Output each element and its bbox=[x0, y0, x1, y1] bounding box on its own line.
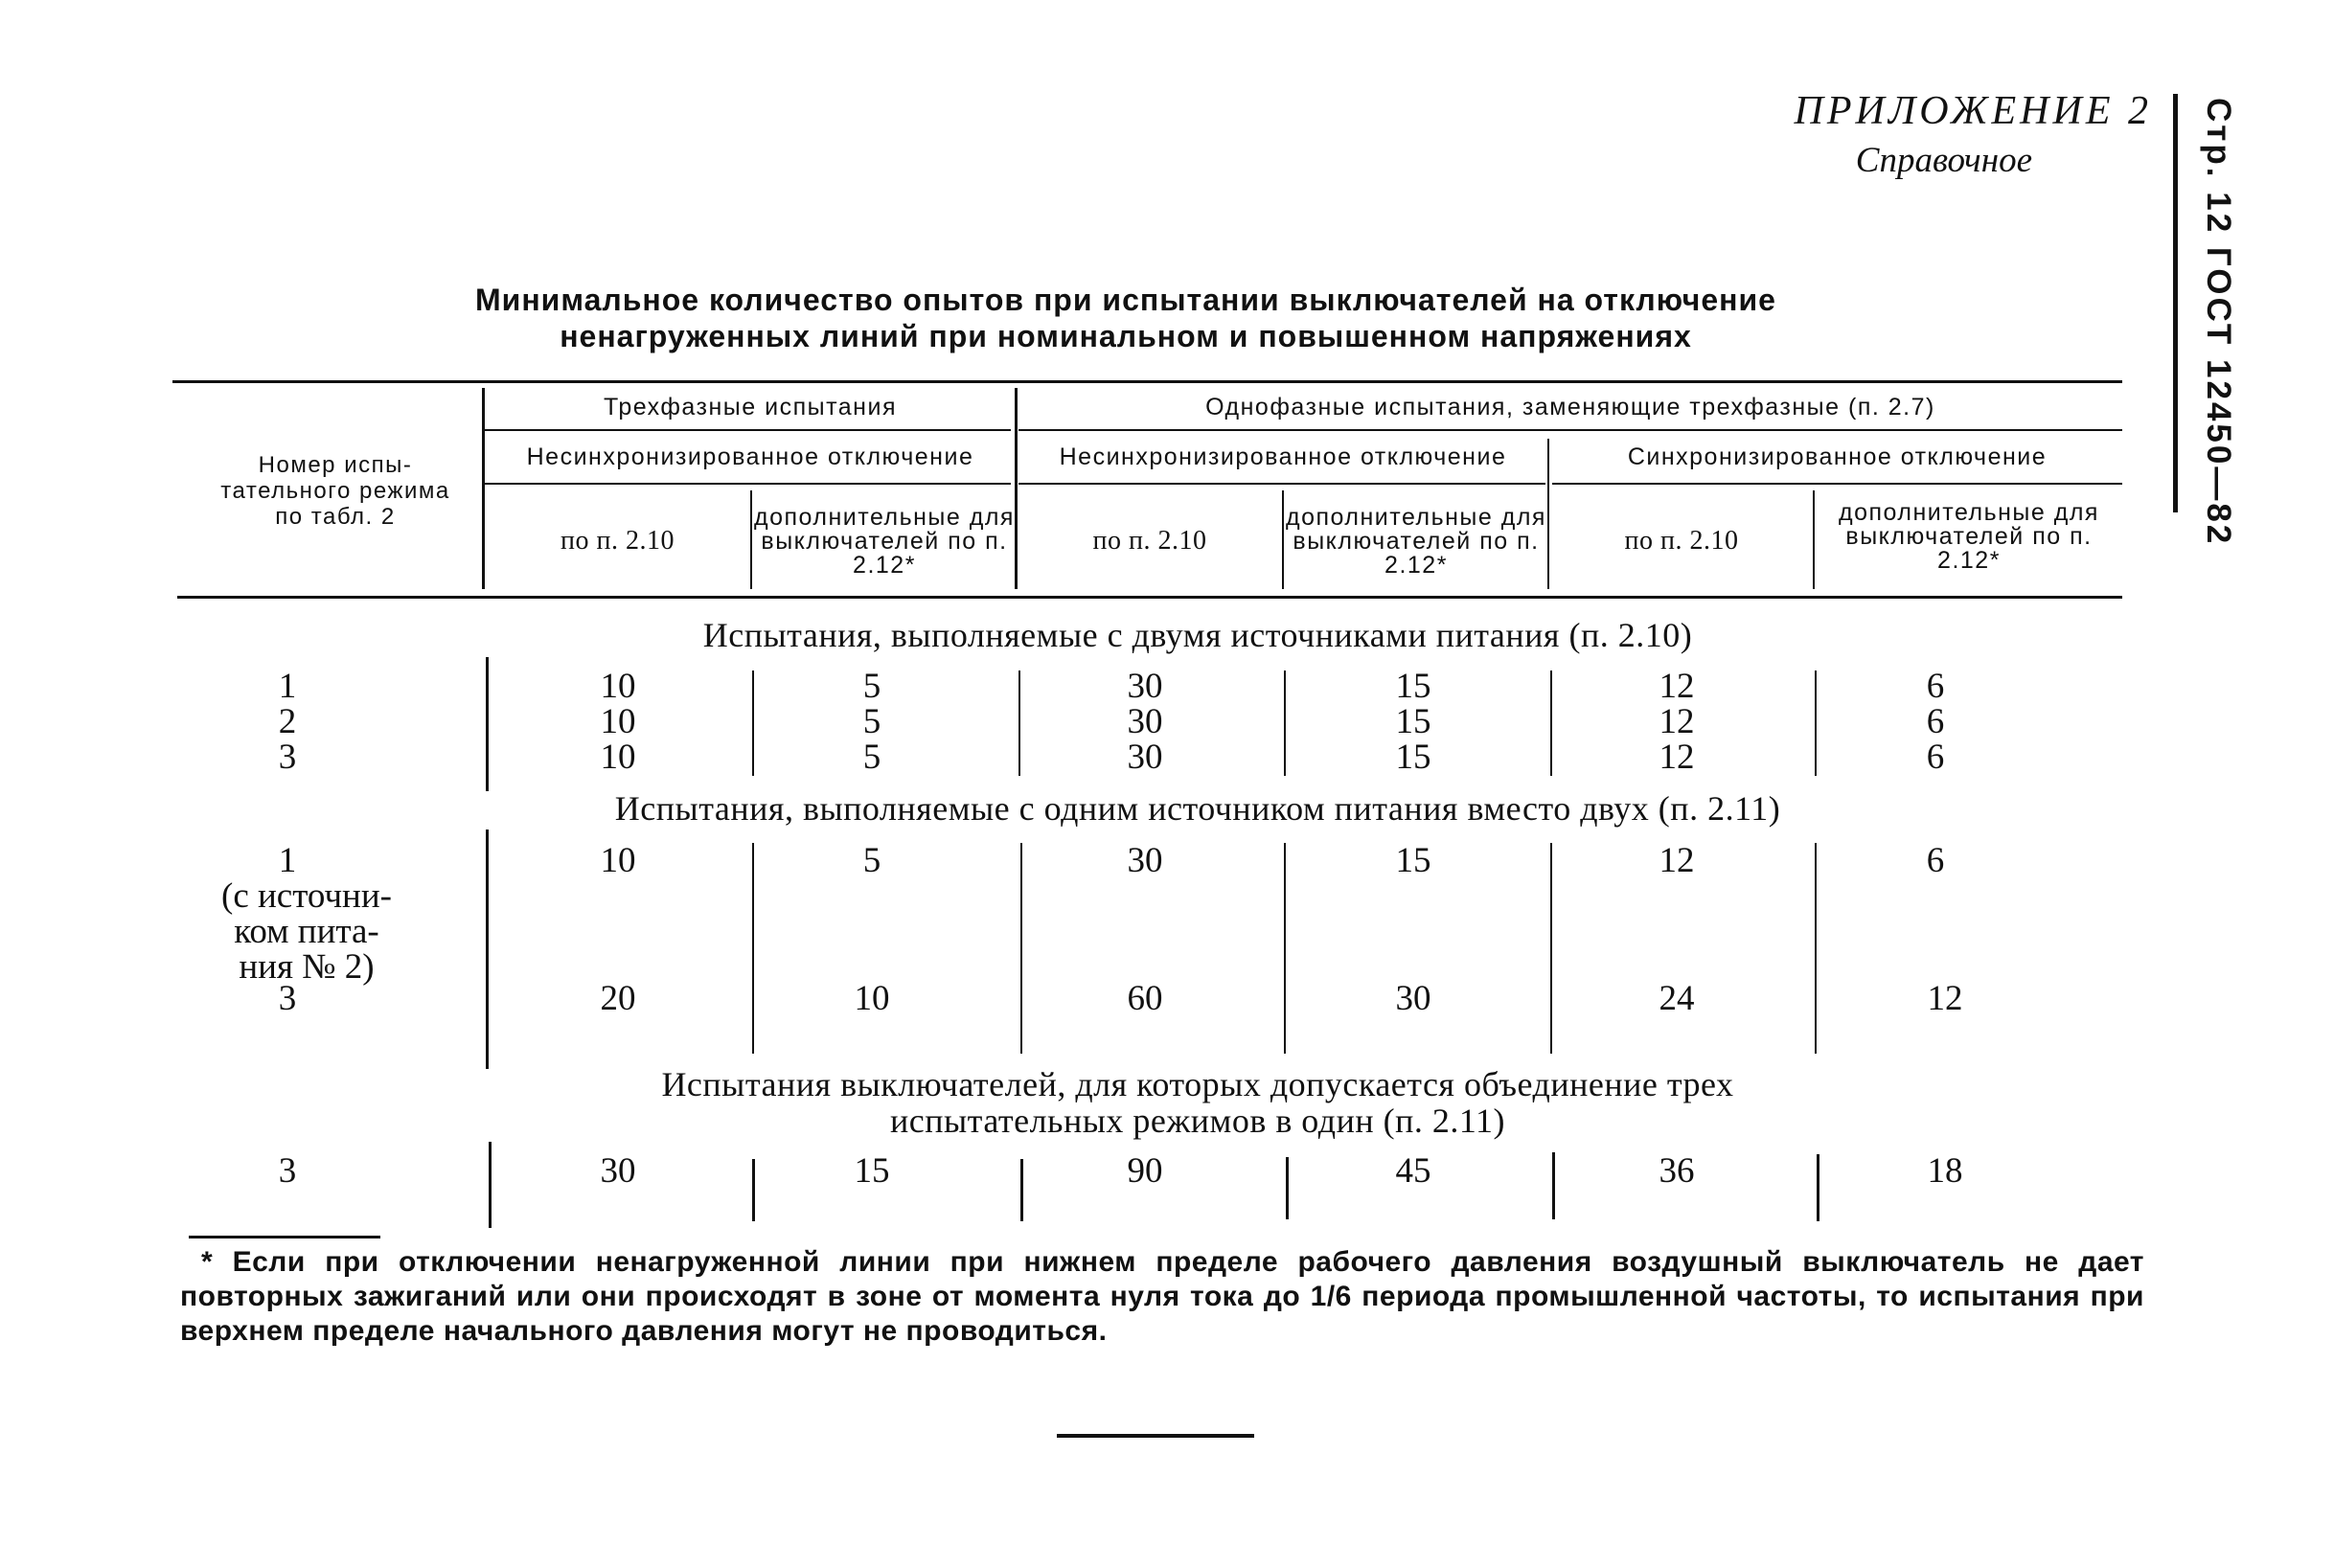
cell: 12 bbox=[1659, 667, 1695, 706]
sec3-sep-2 bbox=[1020, 1159, 1023, 1221]
sec1-sep-1 bbox=[752, 670, 754, 776]
sec2-sep-4 bbox=[1550, 843, 1552, 1054]
body-vline-sec1 bbox=[486, 657, 489, 791]
row-label: 1 bbox=[278, 841, 297, 880]
row-sublabel: (с источни- ком пита- ния № 2) bbox=[221, 876, 392, 987]
cell: 30 bbox=[1127, 841, 1163, 880]
cell: 10 bbox=[600, 702, 636, 741]
appendix-title: ПРИЛОЖЕНИЕ 2 bbox=[1794, 89, 2152, 133]
table-title-line2: ненагруженных линий при номинальном и повышенном напряжениях bbox=[560, 319, 1692, 353]
section-title-3 bbox=[537, 1066, 1859, 1139]
body-vline-sec2 bbox=[486, 829, 489, 1069]
cell: 30 bbox=[1127, 667, 1163, 706]
cell: 36 bbox=[1659, 1151, 1695, 1191]
section-title-1: Испытания, выполняемые с двумя источниками питания (п. 2.10) bbox=[702, 616, 1693, 654]
section-title-3-line2: испытательных режимов в один (п. 2.11) bbox=[889, 1102, 1506, 1140]
row-label: 3 bbox=[278, 979, 297, 1018]
cell: 6 bbox=[1926, 667, 1945, 706]
header-single-phase: Однофазные испытания, заменяющие трехфазные (п. 2.7) bbox=[1205, 394, 1935, 420]
header-rule-3ph bbox=[484, 429, 1011, 431]
header-three-phase: Трехфазные испытания bbox=[604, 394, 897, 420]
cell: 10 bbox=[854, 979, 890, 1018]
cell: 20 bbox=[600, 979, 636, 1018]
sec1-sep-2 bbox=[1018, 670, 1020, 776]
cell: 60 bbox=[1127, 979, 1163, 1018]
row-label: 3 bbox=[278, 1151, 297, 1191]
cell: 10 bbox=[600, 841, 636, 880]
header-vline-2 bbox=[1015, 388, 1018, 589]
header-per-210-c: по п. 2.10 bbox=[1624, 526, 1739, 556]
cell: 10 bbox=[600, 738, 636, 777]
sec2-sep-1 bbox=[752, 843, 754, 1054]
header-additional-c: дополнительные для выключателей по п. 2.12* bbox=[1839, 498, 2099, 574]
cell: 15 bbox=[1395, 702, 1431, 741]
header-vline-3 bbox=[750, 490, 752, 589]
footnote: * Если при отключении ненагруженной линии при нижнем пределе рабочего давления воздушный выключатель не дает повторных зажиганий или они происходят в зоне от момента нуля тока до 1/6 периода промышленной частоты, то испытания при верхнем пределе начального давления могут не проводиться. bbox=[180, 1246, 2144, 1347]
side-stamp: Стр. 12 ГОСТ 12450—82 bbox=[2200, 98, 2237, 547]
cell: 30 bbox=[1395, 979, 1431, 1018]
sec1-sep-4 bbox=[1550, 670, 1552, 776]
table-title bbox=[383, 282, 1868, 354]
header-bottom-rule bbox=[177, 596, 2122, 599]
sec3-sep-4 bbox=[1552, 1152, 1555, 1219]
header-additional-b: дополнительные для выключателей по п. 2.12* bbox=[1286, 503, 1546, 579]
cell: 5 bbox=[862, 702, 881, 741]
cell: 45 bbox=[1395, 1151, 1431, 1191]
cell: 6 bbox=[1926, 738, 1945, 777]
cell: 10 bbox=[600, 667, 636, 706]
cell: 15 bbox=[1395, 738, 1431, 777]
cell: 6 bbox=[1926, 841, 1945, 880]
header-vline-4 bbox=[1282, 490, 1284, 589]
header-additional-a: дополнительные для выключателей по п. 2.12* bbox=[754, 503, 1015, 579]
sec1-sep-5 bbox=[1815, 670, 1817, 776]
section-title-3-line1: Испытания выключателей, для которых допускается объединение трех bbox=[661, 1065, 1734, 1103]
cell: 12 bbox=[1659, 702, 1695, 741]
row-label: 3 bbox=[278, 738, 297, 777]
header-sync-1ph: Синхронизированное отключение bbox=[1627, 443, 2048, 470]
cell: 30 bbox=[1127, 702, 1163, 741]
cell: 15 bbox=[854, 1151, 890, 1191]
table-title-line1: Минимальное количество опытов при испытании выключателей на отключение bbox=[475, 283, 1776, 317]
row-label: 2 bbox=[278, 702, 297, 741]
table-top-rule bbox=[172, 380, 2122, 383]
header-rule-unsync2 bbox=[1018, 483, 1545, 485]
sec2-sep-3 bbox=[1284, 843, 1286, 1054]
cell: 18 bbox=[1927, 1151, 1963, 1191]
sec1-sep-3 bbox=[1284, 670, 1286, 776]
cell: 90 bbox=[1127, 1151, 1163, 1191]
header-row-label: Номер испы- тательного режима по табл. 2 bbox=[220, 451, 450, 530]
header-vline-6 bbox=[1813, 490, 1815, 589]
sec2-sep-5 bbox=[1815, 843, 1817, 1054]
cell: 24 bbox=[1659, 979, 1695, 1018]
cell: 15 bbox=[1395, 841, 1431, 880]
cell: 5 bbox=[862, 738, 881, 777]
cell: 12 bbox=[1927, 979, 1963, 1018]
cell: 12 bbox=[1659, 738, 1695, 777]
header-vline-5 bbox=[1547, 439, 1549, 589]
appendix-header bbox=[1750, 88, 2152, 181]
sec2-sep-2 bbox=[1020, 843, 1022, 1054]
body-vline-sec3 bbox=[489, 1142, 492, 1228]
cell: 5 bbox=[862, 841, 881, 880]
header-rule-sync bbox=[1552, 483, 2122, 485]
end-rule bbox=[1057, 1434, 1254, 1438]
sec3-sep-1 bbox=[752, 1159, 755, 1221]
header-unsync-3ph: Несинхронизированное отключение bbox=[526, 443, 974, 470]
side-stamp-rule bbox=[2173, 94, 2178, 512]
sec3-sep-5 bbox=[1817, 1154, 1819, 1221]
appendix-subtitle: Справочное bbox=[1855, 141, 2032, 180]
cell: 30 bbox=[1127, 738, 1163, 777]
cell: 12 bbox=[1659, 841, 1695, 880]
cell: 6 bbox=[1926, 702, 1945, 741]
header-vline-1 bbox=[482, 388, 485, 589]
section-title-2: Испытания, выполняемые с одним источником питания вместо двух (п. 2.11) bbox=[614, 789, 1781, 828]
header-per-210-a: по п. 2.10 bbox=[561, 526, 675, 556]
cell: 15 bbox=[1395, 667, 1431, 706]
header-unsync-1ph: Несинхронизированное отключение bbox=[1059, 443, 1507, 470]
footnote-rule bbox=[189, 1236, 380, 1238]
cell: 30 bbox=[600, 1151, 636, 1191]
header-per-210-b: по п. 2.10 bbox=[1092, 526, 1207, 556]
header-rule-1ph bbox=[1018, 429, 2122, 431]
cell: 5 bbox=[862, 667, 881, 706]
row-label: 1 bbox=[278, 667, 297, 706]
header-rule-unsync bbox=[484, 483, 1011, 485]
sec3-sep-3 bbox=[1286, 1157, 1289, 1219]
